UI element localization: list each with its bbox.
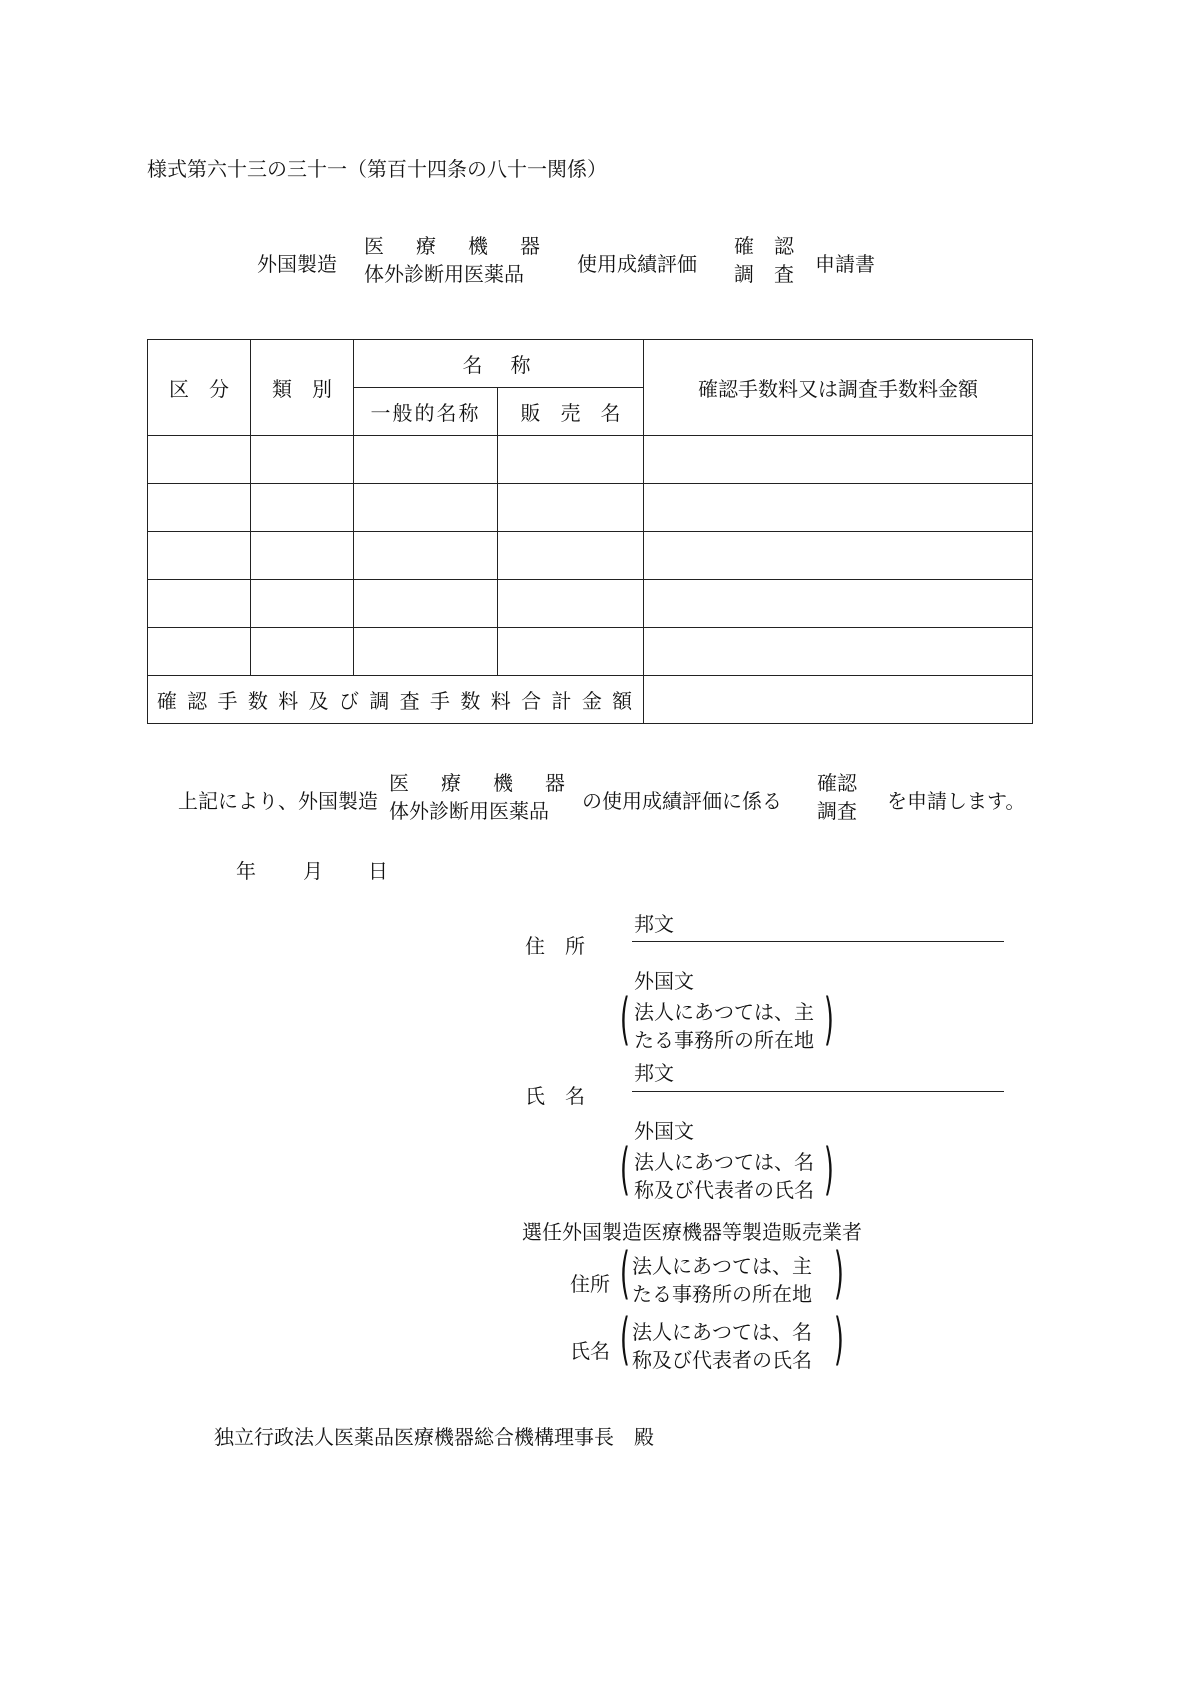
applicant-name-hobun-line[interactable] — [632, 1091, 1004, 1092]
statement-middle: の使用成績評価に係る — [582, 789, 782, 813]
cell-ippan[interactable] — [354, 484, 498, 532]
cell-fee[interactable] — [644, 580, 1033, 628]
total-row — [148, 676, 1033, 724]
fee-table — [147, 339, 1033, 724]
cell-ruibetsu[interactable] — [251, 436, 354, 484]
cell-fee[interactable] — [644, 532, 1033, 580]
right-paren-icon: ) — [834, 1241, 844, 1306]
right-paren-icon: ) — [824, 987, 834, 1052]
title-option1 — [364, 232, 546, 288]
addressee: 独立行政法人医薬品医療機器総合機構理事長 殿 — [214, 1425, 654, 1449]
title-option2-line1: 確 認 — [734, 234, 794, 258]
statement-prefix: 上記により、外国製造 — [178, 789, 378, 813]
cell-kubun[interactable] — [148, 628, 251, 676]
title-suffix: 申請書 — [815, 252, 875, 276]
agent-name-note-line2: 称及び代表者の氏名 — [632, 1348, 812, 1372]
left-paren-icon: ( — [620, 1241, 630, 1306]
agent-name-note-line1: 法人にあつては、名 — [632, 1320, 812, 1344]
table-row — [148, 532, 1033, 580]
cell-kubun[interactable] — [148, 532, 251, 580]
form-number: 様式第六十三の三十一（第百十四条の八十一関係） — [147, 157, 607, 181]
header-kubun: 区 分 — [148, 340, 251, 436]
applicant-address-note — [620, 987, 842, 1054]
statement-option1-line1: 医 療 機 器 — [389, 771, 571, 795]
agent-address-note — [620, 1241, 852, 1308]
table-row — [148, 580, 1033, 628]
header-meisho: 名 称 — [354, 340, 644, 388]
statement-option1 — [389, 769, 571, 825]
header-fee: 確認手数料又は調査手数料金額 — [644, 340, 1033, 436]
cell-fee[interactable] — [644, 484, 1033, 532]
applicant-name-foreign-label: 外国文 — [634, 1119, 694, 1143]
applicant-name-label: 氏 名 — [525, 1084, 585, 1108]
title-option1-line2: 体外診断用医薬品 — [364, 262, 524, 286]
statement-suffix: を申請します。 — [887, 789, 1026, 813]
cell-hanbai[interactable] — [498, 436, 644, 484]
applicant-name-hobun-label: 邦文 — [634, 1061, 674, 1085]
title-prefix: 外国製造 — [257, 252, 337, 276]
applicant-address-label: 住 所 — [525, 934, 585, 958]
cell-ippan[interactable] — [354, 532, 498, 580]
date-day[interactable]: 日 — [368, 859, 388, 883]
applicant-address-note-line2: たる事務所の所在地 — [634, 1028, 814, 1052]
header-ruibetsu: 類 別 — [251, 340, 354, 436]
statement-option2-line1: 確認 — [817, 771, 857, 795]
cell-kubun[interactable] — [148, 580, 251, 628]
agent-name-note — [620, 1307, 852, 1374]
title-option2-line2: 調 査 — [734, 262, 794, 286]
cell-kubun[interactable] — [148, 484, 251, 532]
applicant-address-hobun-line[interactable] — [632, 941, 1004, 942]
header-hanbai-mei: 販 売 名 — [498, 388, 644, 436]
total-label: 確 認 手 数 料 及 び 調 査 手 数 料 合 計 金 額 — [148, 676, 644, 724]
cell-ippan[interactable] — [354, 436, 498, 484]
right-paren-icon: ) — [834, 1307, 844, 1372]
cell-fee[interactable] — [644, 628, 1033, 676]
table-row — [148, 436, 1033, 484]
cell-ruibetsu[interactable] — [251, 484, 354, 532]
agent-name-label: 氏名 — [570, 1339, 610, 1363]
agent-address-note-line2: たる事務所の所在地 — [632, 1282, 812, 1306]
cell-ruibetsu[interactable] — [251, 532, 354, 580]
agent-heading: 選任外国製造医療機器等製造販売業者 — [522, 1220, 862, 1244]
table-row — [148, 628, 1033, 676]
left-paren-icon: ( — [620, 987, 630, 1052]
agent-address-note-line1: 法人にあつては、主 — [632, 1254, 812, 1278]
statement-option1-line2: 体外診断用医薬品 — [389, 799, 549, 823]
agent-address-label: 住所 — [570, 1272, 610, 1296]
header-ippan-meisho: 一般的名称 — [354, 388, 498, 436]
applicant-name-note — [620, 1137, 842, 1204]
left-paren-icon: ( — [620, 1137, 630, 1202]
cell-hanbai[interactable] — [498, 628, 644, 676]
applicant-address-foreign-label: 外国文 — [634, 969, 694, 993]
cell-ruibetsu[interactable] — [251, 580, 354, 628]
left-paren-icon: ( — [620, 1307, 630, 1372]
cell-ippan[interactable] — [354, 580, 498, 628]
title-option2 — [734, 232, 794, 288]
date-year[interactable]: 年 — [236, 859, 256, 883]
cell-ippan[interactable] — [354, 628, 498, 676]
applicant-address-hobun-label: 邦文 — [634, 912, 674, 936]
statement-option2 — [817, 769, 857, 825]
total-value[interactable] — [644, 676, 1033, 724]
cell-kubun[interactable] — [148, 436, 251, 484]
applicant-name-note-line1: 法人にあつては、名 — [634, 1150, 814, 1174]
title-option1-line1: 医 療 機 器 — [364, 234, 546, 258]
cell-hanbai[interactable] — [498, 532, 644, 580]
cell-ruibetsu[interactable] — [251, 628, 354, 676]
table-row — [148, 484, 1033, 532]
statement-option2-line2: 調査 — [817, 799, 857, 823]
applicant-name-note-line2: 称及び代表者の氏名 — [634, 1178, 814, 1202]
applicant-address-note-line1: 法人にあつては、主 — [634, 1000, 814, 1024]
cell-fee[interactable] — [644, 436, 1033, 484]
date-month[interactable]: 月 — [303, 859, 323, 883]
cell-hanbai[interactable] — [498, 580, 644, 628]
title-middle: 使用成績評価 — [577, 252, 697, 276]
cell-hanbai[interactable] — [498, 484, 644, 532]
right-paren-icon: ) — [824, 1137, 834, 1202]
